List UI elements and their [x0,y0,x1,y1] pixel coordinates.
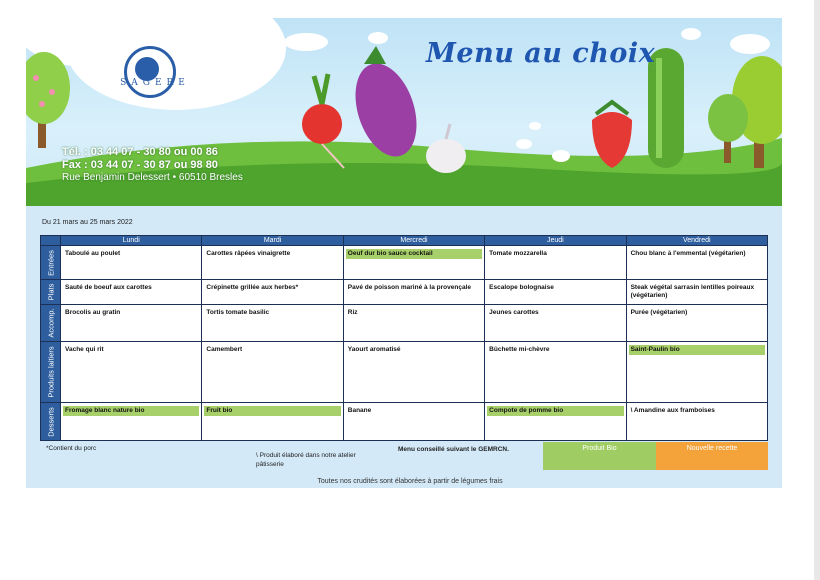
dish: \ Amandine aux framboises [630,407,715,414]
menu-cell [61,305,202,342]
menu-cell [202,246,343,280]
menu-title: Menu au choix [426,38,656,69]
menu-cell [61,280,202,305]
menu-cell [343,342,484,403]
row-entrees [41,246,768,280]
menu-cell [202,403,343,441]
row-label: Desserts [41,403,61,441]
menu-cell [343,305,484,342]
menu-cell [485,305,626,342]
dish: Banane [347,407,372,414]
dish: Escalope bolognaise [489,284,554,291]
pork-note: *Contient du porc [46,445,97,452]
menu-cell [343,403,484,441]
dish: Riz [347,309,358,316]
dish: Jeunes carottes [489,309,539,316]
menu-cell [202,305,343,342]
menu-cell [343,246,484,280]
menu-cell [626,403,767,441]
footer-note: Toutes nos crudités sont élaborées à partir de légumes frais [317,478,503,485]
menu-cell [485,342,626,403]
menu-cell [626,342,767,403]
pastry-note: \ Produit élaboré dans notre atelier pâtisserie [256,452,356,468]
bio-dish: Oeuf dur bio sauce cocktail [346,249,482,259]
menu-table [40,235,768,441]
date-range: Du 21 mars au 25 mars 2022 [42,219,133,226]
dish: Carottes râpées vinaigrette [206,250,291,257]
phone-line: Tél. : 03 44 07 - 30 80 ou 00 86 [62,146,218,158]
day-header: Lundi [61,236,202,246]
fax-line: Fax : 03 44 07 - 30 87 ou 98 80 [62,159,218,171]
row-produits-laitiers [41,342,768,403]
header-corner [41,236,61,246]
dish: Steak végétal sarrasin lentilles poireaux (végétarien) [630,284,755,299]
menu-cell [61,342,202,403]
row-accomp [41,305,768,342]
dish: Pavé de poisson mariné à la provençale [347,284,471,291]
row-plats [41,280,768,305]
dish: Sauté de boeuf aux carottes [65,284,152,291]
address-line: Rue Benjamin Delessert • 60510 Bresles [62,172,243,183]
menu-cell [485,403,626,441]
dish: Purée (végétarien) [630,309,688,316]
bio-dish: Fruit bio [204,406,340,416]
gemrcn-note: Menu conseillé suivant le GEMRCN. [398,446,509,453]
dish: Crépinette grillée aux herbes* [206,284,299,291]
day-header: Vendredi [626,236,767,246]
day-header-row [41,236,768,246]
menu-cell [626,305,767,342]
menu-cell [626,280,767,305]
menu-cell [485,280,626,305]
row-label: Produits laitiers [41,342,61,403]
day-header: Jeudi [485,236,626,246]
row-label: Accomp. [41,305,61,342]
page-edge [814,0,820,580]
new-recipe-legend: Nouvelle recette [656,442,768,470]
dish: Bûchette mi-chèvre [489,346,550,353]
logo-text: SAGERE [120,78,190,88]
bio-dish: Saint-Paulin bio [629,345,765,355]
dish: Tortis tomate basilic [206,309,270,316]
day-header: Mardi [202,236,343,246]
menu-cell [202,342,343,403]
logo [124,46,176,98]
day-header: Mercredi [343,236,484,246]
dish: Vache qui rit [65,346,104,353]
header-banner [26,18,782,206]
menu-cell [61,403,202,441]
row-label: Entrées [41,246,61,280]
bio-dish: Compote de pomme bio [487,406,623,416]
dish: Taboulé au poulet [65,250,121,257]
row-desserts [41,403,768,441]
menu-cell [626,246,767,280]
menu-cell [202,280,343,305]
row-label: Plats [41,280,61,305]
dish: Camembert [206,346,243,353]
dish: Chou blanc à l'emmental (végétarien) [630,250,746,257]
dish: Tomate mozzarella [489,250,547,257]
menu-cell [485,246,626,280]
dish: Yaourt aromatisé [347,346,401,353]
menu-cell [343,280,484,305]
bio-dish: Fromage blanc nature bio [63,406,199,416]
bio-legend: Produit Bio [543,442,656,470]
menu-cell [61,246,202,280]
dish: Brocolis au gratin [65,309,121,316]
